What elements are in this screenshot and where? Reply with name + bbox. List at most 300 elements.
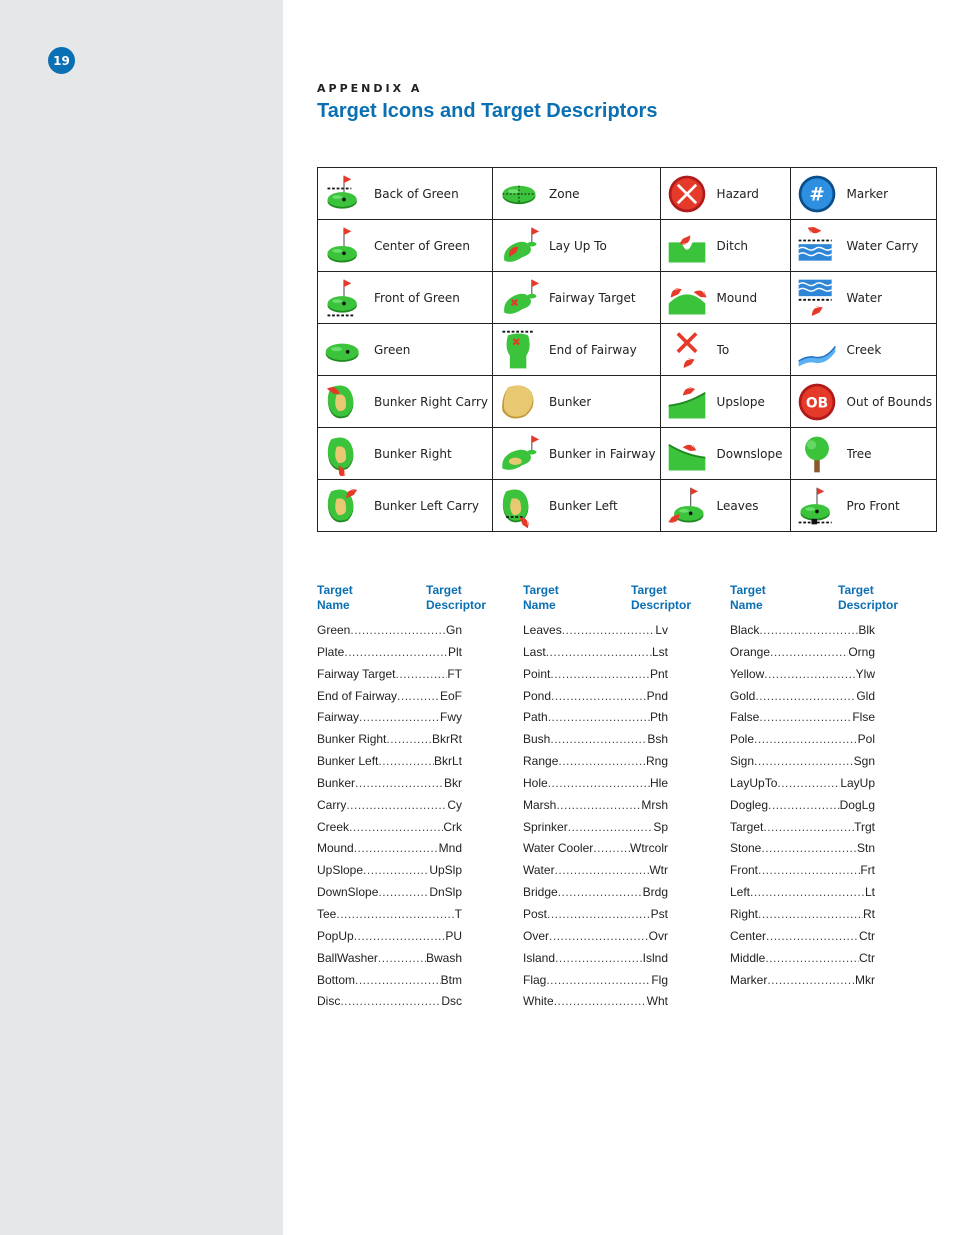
dot-leader	[750, 885, 865, 899]
target-name: Bunker	[317, 775, 356, 790]
target-descriptor: Islnd	[642, 950, 668, 965]
dot-leader	[758, 907, 863, 921]
icon-table-cell	[790, 272, 937, 324]
fairway-target-icon	[497, 276, 541, 320]
target-name: Marsh	[523, 797, 557, 812]
descriptor-row	[523, 951, 668, 973]
zone-icon	[497, 172, 541, 216]
target-name: PopUp	[317, 928, 354, 943]
descriptor-row	[317, 667, 462, 689]
target-name: Bottom	[317, 972, 356, 987]
target-name: Pond	[523, 688, 552, 703]
descriptor-row	[730, 710, 875, 732]
icon-table-cell	[660, 376, 790, 428]
bunker-left-icon	[497, 484, 541, 528]
descriptor-row	[523, 973, 668, 995]
target-icons-table	[317, 167, 937, 532]
dot-leader	[758, 863, 860, 877]
target-name: Stone	[730, 841, 762, 856]
icon-label: Tree	[846, 446, 872, 461]
descriptor-row	[317, 820, 462, 842]
dot-leader	[378, 951, 426, 965]
target-descriptor: Flse	[852, 710, 875, 725]
descriptor-row	[523, 907, 668, 929]
dot-leader	[355, 973, 441, 987]
downslope-icon	[665, 432, 709, 476]
icon-table-cell	[660, 272, 790, 324]
target-descriptor: Pnd	[646, 688, 668, 703]
end-of-fairway-icon	[497, 328, 541, 372]
target-descriptor: Trgt	[854, 819, 875, 834]
icon-table-row	[318, 428, 937, 480]
target-name: Bunker Left	[317, 754, 379, 769]
dot-leader	[754, 754, 854, 768]
dot-leader	[770, 645, 848, 659]
dot-leader	[378, 885, 429, 899]
left-sidebar	[0, 0, 283, 1235]
target-name: Black	[730, 623, 760, 637]
target-descriptor: Ylw	[855, 666, 875, 681]
descriptor-row	[730, 732, 875, 754]
target-name: Post	[523, 906, 548, 921]
target-name: Bush	[523, 732, 551, 747]
target-descriptor: EoF	[439, 688, 462, 703]
target-name: DownSlope	[317, 885, 379, 900]
icon-label: To	[716, 342, 730, 357]
descriptor-row	[523, 820, 668, 842]
icon-label: Marker	[846, 186, 889, 201]
descriptor-row	[317, 841, 462, 863]
dot-leader	[593, 841, 630, 855]
icon-table-row	[318, 220, 937, 272]
icon-label: Bunker in Fairway	[549, 446, 656, 461]
dot-leader	[562, 623, 656, 637]
dot-leader	[549, 929, 649, 943]
icon-table-cell	[790, 376, 937, 428]
back-of-green-icon	[322, 172, 366, 216]
icon-table-cell	[493, 220, 661, 272]
target-name: Center	[730, 928, 767, 943]
water-icon	[795, 276, 839, 320]
dot-leader	[395, 667, 447, 681]
descriptor-row	[523, 994, 668, 1016]
target-name: Green	[317, 623, 351, 637]
target-descriptor: Flg	[651, 972, 668, 987]
target-descriptor: BkrLt	[433, 754, 462, 769]
target-name: Fairway Target	[317, 666, 396, 681]
dot-leader	[336, 907, 454, 921]
descriptor-row	[523, 667, 668, 689]
icon-label: Bunker Right Carry	[374, 394, 488, 409]
page-title: Target Icons and Target Descriptors	[317, 100, 658, 122]
target-descriptor: Frt	[860, 863, 875, 878]
target-descriptor: Pnt	[649, 666, 668, 681]
target-name: Plate	[317, 644, 345, 659]
icon-label: Leaves	[716, 498, 759, 513]
icon-label: Downslope	[716, 446, 783, 461]
target-name: BallWasher	[317, 950, 378, 965]
icon-table-cell	[790, 220, 937, 272]
dot-leader	[547, 907, 651, 921]
icon-label: Front of Green	[374, 290, 460, 305]
tree-icon	[795, 432, 839, 476]
dot-leader	[546, 645, 652, 659]
target-descriptor: BkrRt	[432, 732, 462, 747]
target-name: Tee	[317, 906, 337, 921]
descriptor-list-1	[317, 623, 462, 1016]
dot-leader	[548, 776, 650, 790]
descriptor-row	[730, 907, 875, 929]
dot-leader	[765, 951, 859, 965]
icon-label: Water Carry	[846, 238, 919, 253]
dot-leader	[550, 667, 650, 681]
target-name: Sign	[730, 754, 755, 769]
icon-label: End of Fairway	[549, 342, 637, 357]
dot-leader	[359, 710, 440, 724]
target-descriptor: Orng	[848, 644, 875, 659]
target-descriptor: Pol	[857, 732, 875, 747]
descriptor-row	[730, 929, 875, 951]
header-target-name-3: Target Name	[730, 583, 766, 612]
target-name: Path	[523, 710, 548, 725]
descriptor-row	[523, 732, 668, 754]
target-name: Dogleg	[730, 797, 769, 812]
target-name: Middle	[730, 950, 766, 965]
target-descriptor: DogLg	[839, 797, 875, 812]
descriptor-row	[317, 907, 462, 929]
descriptor-row	[317, 973, 462, 995]
icon-label: Ditch	[716, 238, 749, 253]
descriptor-row	[730, 863, 875, 885]
dot-leader	[344, 645, 448, 659]
icon-label: Back of Green	[374, 186, 459, 201]
target-name: Sprinker	[523, 819, 568, 834]
target-name: Target	[730, 819, 764, 834]
ditch-icon	[665, 224, 709, 268]
descriptor-row	[730, 754, 875, 776]
descriptor-row	[523, 645, 668, 667]
descriptor-row	[523, 885, 668, 907]
target-descriptor: Pth	[649, 710, 668, 725]
icon-label: Creek	[846, 342, 882, 357]
icon-table-cell	[660, 324, 790, 376]
target-name: UpSlope	[317, 863, 364, 878]
icon-table-cell	[493, 272, 661, 324]
dot-leader	[349, 820, 443, 834]
header-target-descriptor-2: Target Descriptor	[631, 583, 692, 612]
target-name: Water	[523, 863, 555, 878]
target-descriptor: Pst	[650, 906, 668, 921]
dot-leader	[761, 841, 857, 855]
target-descriptor: DnSlp	[429, 885, 462, 900]
target-descriptor: Mkr	[855, 972, 875, 987]
icon-table-row	[318, 480, 937, 532]
icon-table-cell	[790, 428, 937, 480]
icon-table-cell	[660, 168, 790, 220]
icon-table-cell	[318, 272, 493, 324]
descriptor-row	[730, 841, 875, 863]
target-descriptor: Fwy	[440, 710, 462, 725]
target-name: Pole	[730, 732, 755, 747]
marker-icon	[795, 172, 839, 216]
target-name: Orange	[730, 644, 771, 659]
creek-icon	[795, 328, 839, 372]
target-name: Point	[523, 666, 551, 681]
dot-leader	[386, 732, 432, 746]
target-name: Water Cooler	[523, 841, 594, 856]
target-descriptor: Mnd	[438, 841, 462, 856]
icon-table-cell	[493, 168, 661, 220]
dot-leader	[554, 994, 647, 1008]
target-descriptor: Wht	[646, 994, 668, 1009]
descriptor-row	[523, 710, 668, 732]
target-descriptor: Lt	[864, 885, 875, 900]
icon-table-cell	[318, 428, 493, 480]
header-target-name-2: Target Name	[523, 583, 559, 612]
icon-table-cell	[493, 428, 661, 480]
dot-leader	[548, 710, 650, 724]
target-name: Flag	[523, 972, 547, 987]
target-descriptor: Gn	[445, 623, 462, 637]
descriptor-row	[523, 776, 668, 798]
bunker-right-carry-icon	[322, 380, 366, 424]
descriptor-row	[523, 689, 668, 711]
icon-table-cell	[493, 480, 661, 532]
descriptor-row	[317, 710, 462, 732]
target-name: Disc	[317, 994, 341, 1009]
target-name: Mound	[317, 841, 354, 856]
dot-leader	[555, 951, 643, 965]
icon-table-cell	[660, 220, 790, 272]
dot-leader	[397, 689, 440, 703]
target-name: Leaves	[523, 623, 562, 637]
descriptor-list-3	[730, 623, 875, 994]
target-name: Marker	[730, 972, 768, 987]
descriptor-row	[317, 645, 462, 667]
target-descriptor: Sgn	[853, 754, 875, 769]
target-descriptor: Wtrcolr	[630, 841, 668, 856]
icon-table-cell	[660, 428, 790, 480]
out-of-bounds-icon	[795, 380, 839, 424]
descriptor-row	[317, 798, 462, 820]
icon-label: Fairway Target	[549, 290, 636, 305]
water-carry-icon	[795, 224, 839, 268]
icon-label: Water	[846, 290, 883, 305]
icon-table-cell	[660, 480, 790, 532]
descriptor-row	[317, 732, 462, 754]
to-icon	[665, 328, 709, 372]
appendix-label: APPENDIX A	[317, 82, 423, 95]
icon-table-cell	[790, 324, 937, 376]
target-descriptor: LayUp	[840, 775, 875, 790]
dot-leader	[766, 929, 859, 943]
target-descriptor: Ctr	[859, 928, 875, 943]
descriptor-row	[730, 798, 875, 820]
descriptor-row	[523, 841, 668, 863]
target-name: Hole	[523, 775, 548, 790]
header-target-descriptor-1: Target Descriptor	[426, 583, 487, 612]
descriptor-row	[317, 689, 462, 711]
descriptor-list-2	[523, 623, 668, 1016]
descriptor-row	[317, 929, 462, 951]
icon-table-cell	[318, 376, 493, 428]
lay-up-to-icon	[497, 224, 541, 268]
target-name: Range	[523, 754, 559, 769]
descriptor-row	[730, 667, 875, 689]
icon-label: Bunker	[549, 394, 592, 409]
target-descriptor: Brdg	[642, 885, 668, 900]
target-descriptor: Ovr	[648, 928, 668, 943]
target-name: Bunker Right	[317, 732, 387, 747]
icon-label: Green	[374, 342, 411, 357]
descriptor-row	[730, 623, 875, 645]
descriptor-row	[730, 820, 875, 842]
target-name: Gold	[730, 688, 756, 703]
target-name: Over	[523, 928, 550, 943]
descriptor-row	[317, 885, 462, 907]
target-name: Yellow	[730, 666, 765, 681]
dot-leader	[354, 841, 439, 855]
target-name: End of Fairway	[317, 688, 398, 703]
target-descriptor: T	[454, 906, 462, 921]
target-descriptor: Btm	[440, 972, 462, 987]
bunker-in-fairway-icon	[497, 432, 541, 476]
descriptor-row	[730, 885, 875, 907]
target-descriptor: Plt	[447, 644, 462, 659]
descriptor-row	[730, 645, 875, 667]
leaves-icon	[665, 484, 709, 528]
descriptor-row	[317, 754, 462, 776]
header-target-descriptor-3: Target Descriptor	[838, 583, 899, 612]
descriptor-row	[523, 929, 668, 951]
target-descriptor: Bsh	[647, 732, 668, 747]
svg-text:#: #	[808, 183, 825, 205]
dot-leader	[350, 623, 446, 637]
target-name: Front	[730, 863, 759, 878]
target-name: Island	[523, 950, 556, 965]
bunker-icon	[497, 380, 541, 424]
dot-leader	[546, 973, 651, 987]
dot-leader	[777, 776, 840, 790]
icon-label: Center of Green	[374, 238, 470, 253]
mound-icon	[665, 276, 709, 320]
target-descriptor: Ctr	[859, 950, 875, 965]
dot-leader	[568, 820, 654, 834]
icon-table-cell	[318, 220, 493, 272]
target-descriptor: Wtr	[649, 863, 668, 878]
descriptor-row	[730, 689, 875, 711]
target-descriptor: Stn	[856, 841, 875, 856]
descriptor-row	[317, 994, 462, 1016]
icon-label: Bunker Right	[374, 446, 452, 461]
target-descriptor: Dsc	[441, 994, 462, 1009]
target-name: White	[523, 994, 554, 1009]
dot-leader	[558, 885, 643, 899]
target-descriptor: Rng	[645, 754, 668, 769]
target-descriptor: Sp	[653, 819, 668, 834]
icon-label: Bunker Left Carry	[374, 498, 479, 513]
dot-leader	[767, 973, 855, 987]
target-name: Right	[730, 906, 759, 921]
svg-text:OB: OB	[805, 395, 828, 411]
icon-table-cell	[318, 480, 493, 532]
dot-leader	[363, 863, 429, 877]
descriptor-row	[317, 951, 462, 973]
pro-front-icon	[795, 484, 839, 528]
dot-leader	[759, 710, 852, 724]
target-name: Left	[730, 885, 751, 900]
descriptor-row	[523, 623, 668, 645]
descriptor-row	[523, 863, 668, 885]
descriptor-row	[523, 754, 668, 776]
icon-label: Pro Front	[846, 498, 900, 513]
target-name: Fairway	[317, 710, 360, 725]
target-name: Creek	[317, 819, 350, 834]
icon-table-cell	[318, 168, 493, 220]
target-name: Last	[523, 644, 546, 659]
descriptor-row	[317, 776, 462, 798]
target-name: Bridge	[523, 885, 558, 900]
target-descriptor: Lst	[651, 644, 668, 659]
icon-label: Upslope	[716, 394, 765, 409]
icon-table-cell	[318, 324, 493, 376]
upslope-icon	[665, 380, 709, 424]
dot-leader	[355, 776, 444, 790]
descriptor-row	[730, 973, 875, 995]
page-number-badge: 19	[48, 47, 75, 74]
dot-leader	[346, 798, 447, 812]
icon-label: Lay Up To	[549, 238, 607, 253]
dot-leader	[764, 667, 855, 681]
target-descriptor: UpSlp	[429, 863, 462, 878]
target-descriptor: Bwash	[425, 950, 462, 965]
icon-label: Mound	[716, 290, 758, 305]
dot-leader	[340, 994, 441, 1008]
header-target-name-1: Target Name	[317, 583, 353, 612]
icon-table-row	[318, 324, 937, 376]
center-of-green-icon	[322, 224, 366, 268]
descriptor-row	[523, 798, 668, 820]
icon-table-cell	[790, 480, 937, 532]
icon-label: Out of Bounds	[846, 394, 933, 409]
dot-leader	[550, 732, 647, 746]
bunker-left-carry-icon	[322, 484, 366, 528]
descriptor-row	[730, 951, 875, 973]
green-icon	[322, 328, 366, 372]
icon-table-row	[318, 272, 937, 324]
icon-table-cell	[790, 168, 937, 220]
front-of-green-icon	[322, 276, 366, 320]
dot-leader	[755, 689, 856, 703]
icon-label: Bunker Left	[549, 498, 618, 513]
target-descriptor: Hle	[649, 775, 668, 790]
target-descriptor: Gld	[856, 688, 875, 703]
dot-leader	[763, 820, 854, 834]
dot-leader	[754, 732, 858, 746]
target-descriptor: Blk	[858, 623, 875, 637]
target-descriptor: Bkr	[444, 775, 462, 790]
target-name: False	[730, 710, 760, 725]
hazard-icon	[665, 172, 709, 216]
target-descriptor: Crk	[443, 819, 462, 834]
target-descriptor: Mrsh	[641, 797, 668, 812]
target-descriptor: Rt	[863, 906, 875, 921]
target-name: Carry	[317, 797, 347, 812]
dot-leader	[354, 929, 446, 943]
dot-leader	[759, 623, 858, 637]
target-name: LayUpTo	[730, 775, 778, 790]
bunker-right-icon	[322, 432, 366, 476]
